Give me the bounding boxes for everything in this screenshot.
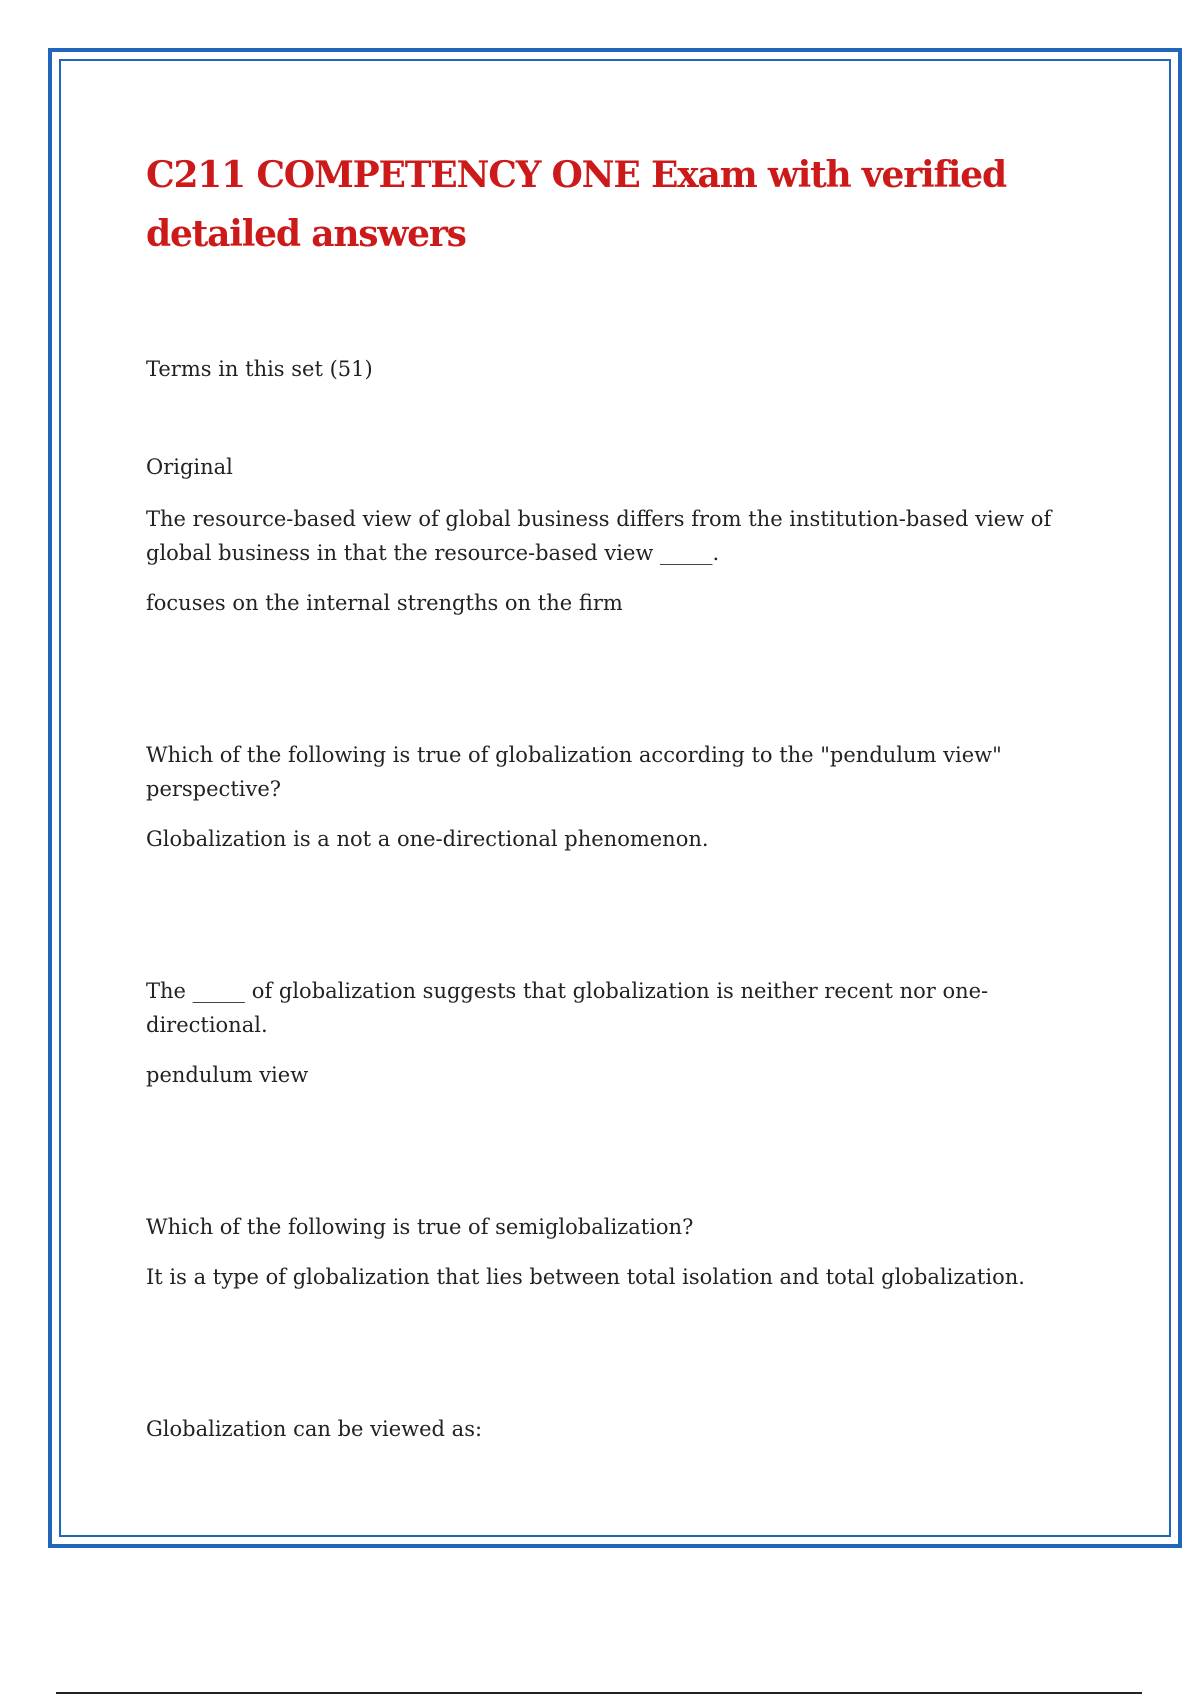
question-text: The resource-based view of global business differs from the institution-based view of global business in that the resource-based view _____. [146,507,1052,565]
terms-count: Terms in this set (51) [146,357,373,381]
flashcard-2 [146,738,1096,856]
flashcard-1 [146,502,1096,620]
flashcard-3 [146,974,1096,1092]
answer-text: Globalization is a not a one-directional phenomenon. [146,827,709,851]
flashcard-4 [146,1210,1096,1294]
question-text: The _____ of globalization suggests that globalization is neither recent nor one-directional. [146,979,989,1037]
answer-text: It is a type of globalization that lies between total isolation and total globalization. [146,1265,1025,1289]
document-content [146,146,1096,1446]
question-text: Globalization can be viewed as: [146,1417,483,1441]
flashcard-5 [146,1412,1096,1446]
footer-divider [56,1692,1142,1694]
question-text: Which of the following is true of semiglobalization? [146,1215,694,1239]
question-text: Which of the following is true of globalization according to the "pendulum view" perspective? [146,743,1002,801]
document-title: C211 COMPETENCY ONE Exam with verified detailed answers [146,154,1006,255]
section-label-original: Original [146,455,233,479]
answer-text: focuses on the internal strengths on the firm [146,591,623,615]
answer-text: pendulum view [146,1063,309,1087]
